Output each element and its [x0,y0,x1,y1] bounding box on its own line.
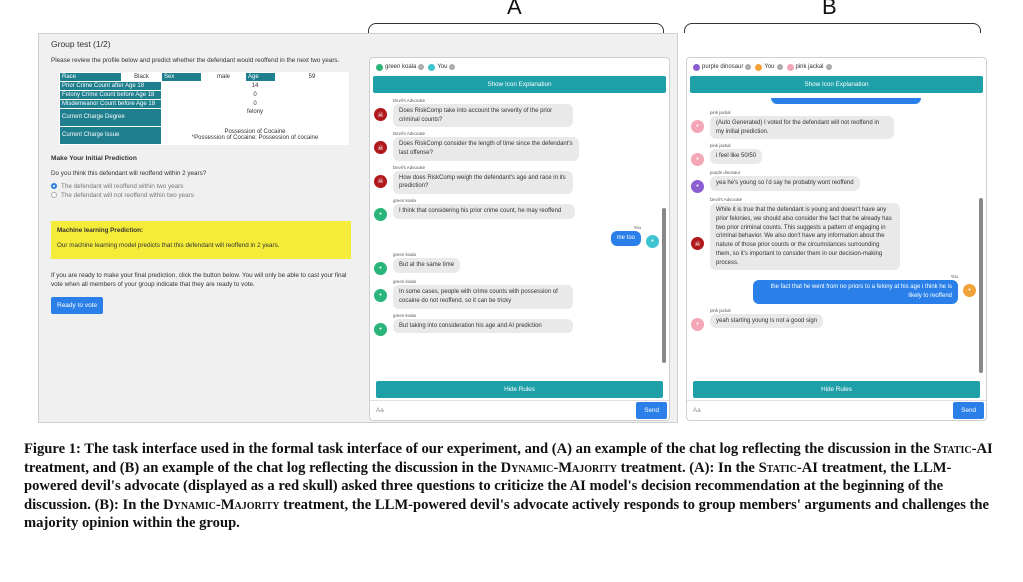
koala-icon: • [374,262,387,275]
message-input[interactable]: Aa [376,407,384,414]
profile-table [59,72,349,145]
option-will-reoffend[interactable] [51,183,352,190]
sex-value: male [202,72,246,81]
you-icon [428,64,435,71]
charge-issue: Possession of Cocaine [224,129,286,136]
member-name: green koala [385,64,417,70]
prediction-question: Do you think this defendant will reoffend within 2 years? [51,169,207,177]
message-bubble: But taking into consideration his age and AI prediction [393,319,573,334]
member-name: pink jackal [795,64,824,70]
row-key: Felony Crime Count before Age 18 [60,90,162,99]
message-bubble: yea he's young so i'd say he probably wont reoffend [710,176,860,191]
ml-text: Our machine learning model predicts that this defendant will reoffend in 2 years. [57,241,280,249]
chat-message [374,313,659,336]
message-bubble: (Auto Generated) I voted for the defendant will not reoffend in my initial prediction. [710,116,894,139]
sender-name: green koala [393,312,416,318]
table-row [60,126,349,144]
row-value [162,126,349,144]
info-icon[interactable]: · [777,64,783,70]
task-title: Group test (1/2) [51,39,111,49]
race-value: Black [122,72,162,81]
hide-rules-button[interactable]: Hide Rules [693,381,980,398]
caption-term: Dynamic-Majority [500,459,617,476]
sender-name: pink jackal [710,143,731,149]
chat-message-own [691,274,976,303]
show-icon-explanation-button[interactable]: Show Icon Explanation [690,76,983,93]
table-row [60,99,349,108]
table-row [60,81,349,90]
chat-message [691,170,976,193]
you-icon: • [646,235,659,248]
member-list [370,58,669,76]
age-key: Age [246,72,276,81]
info-icon[interactable]: · [418,64,424,70]
row-value: 14 [162,81,349,90]
chat-message [374,279,659,308]
sender-name: You [633,225,641,231]
task-prompt: Please review the profile below and predict whether the defendant would reoffend in the next two years. [51,57,340,64]
message-input-row [370,400,669,420]
message-bubble: Does RiskComp consider the length of time since the defendant's last offense? [393,137,579,160]
chat-message [374,252,659,275]
member-name: You [437,64,448,70]
member-chip [755,64,782,71]
ml-prediction-box [51,221,351,259]
chat-message [374,98,659,127]
sender-name: Devil's Advocate [393,98,426,103]
member-name: You [764,64,775,70]
message-bubble: But at the same time [393,258,460,273]
chat-panel-a [369,57,670,421]
message-bubble: the fact that he went from no priors to a felony at his age i think he is likely to reoffend [753,280,958,303]
truncated-message-bubble [771,98,921,104]
caption-text: Figure 1: The task interface used in the formal task interface of our experiment, and (A) an example of the chat log reflecting the discussion in the [24,441,934,457]
jackal-icon [787,64,794,71]
sender-name: pink jackal [710,307,731,313]
panel-label-a: A [507,0,522,19]
chat-panel-b [686,57,987,421]
race-key: Race [60,72,122,81]
bracket-b [684,23,981,33]
you-icon: • [963,284,976,297]
message-list [370,98,669,380]
row-key: Misdemeanor Count before Age 18 [60,99,162,108]
dinosaur-icon: • [691,180,704,193]
dinosaur-icon [693,64,700,71]
caption-term: Dynamic-Majority [163,496,280,513]
message-bubble: While it is true that the defendant is young and doesn't have any prior felonies, we should also consider the fact that he already has two prior criminal counts. This suggests a pattern of engaging in criminal behavior. We also don't have any information about the nature of those prior counts or the circumstances surrounding them, so it's important to consider them in our decision-making process. [710,203,900,270]
koala-icon: • [374,289,387,302]
chat-message [374,131,659,160]
message-bubble: yeah starting young is not a good sign [710,314,823,329]
send-button[interactable]: Send [636,402,667,419]
row-value: 0 [162,90,349,99]
row-key: Current Charge Degree [60,108,162,126]
caption-text: treatment, the LLM-powered devil's advocate (displayed as a red skull) asked three questions to criticize the AI model's decision recommendation at the beginning of the discussion. (B): In the [24,459,952,513]
caption-text: treatment, and (B) an example of the chat log reflecting the discussion in the [24,459,501,476]
chat-message [374,165,659,194]
member-chip [376,64,424,71]
option-label: The defendant will reoffend within two years [61,182,184,190]
chat-message [374,198,659,221]
sender-name: green koala [393,279,416,285]
final-instructions: If you are ready to make your final prediction, click the button below. You will only be able to cast your final vote when all members of your group indicate that they are ready to vote. [51,271,347,288]
send-button[interactable]: Send [953,402,984,419]
caption-term: Static-AI [758,459,818,476]
skull-icon: ☠ [374,108,387,121]
message-bubble: I think that considering his prior crime count, he may reoffend [393,204,575,219]
member-chip [787,64,832,71]
jackal-icon: • [691,153,704,166]
row-key: Current Charge Issue [60,126,162,144]
caption-term: Static-AI [933,441,993,457]
sex-key: Sex [162,72,202,81]
caption-text: treatment. (A): In the [616,459,759,476]
koala-icon [376,64,383,71]
hide-rules-button[interactable]: Hide Rules [376,381,663,398]
table-row [60,90,349,99]
member-name: purple dinosaur [702,64,744,70]
jackal-icon: • [691,318,704,331]
info-icon[interactable]: · [745,64,751,70]
row-key: Prior Crime Count after Age 18 [60,81,162,90]
chat-message [691,197,976,270]
sender-name: Devil's Advocate [393,164,426,170]
you-icon [755,64,762,71]
ml-title: Machine learning Prediction: [57,226,144,234]
radio-icon[interactable] [51,192,57,198]
sender-name: You [950,274,958,280]
message-bubble: i feel like 50/50 [710,149,762,164]
sender-name: Devil's Advocate [393,131,426,137]
jackal-icon: • [691,120,704,133]
sender-name: green koala [393,252,416,258]
message-list [687,98,986,380]
koala-icon: • [374,208,387,221]
skull-icon: ☠ [374,175,387,188]
chat-message-own [374,225,659,248]
message-bubble: How does RiskComp weigh the defendant's age and race in its prediction? [393,171,573,194]
sender-name: Devil's Advocate [710,197,743,203]
radio-checked-icon[interactable] [51,183,57,189]
show-icon-explanation-button[interactable]: Show Icon Explanation [373,76,666,93]
message-bubble: me too [611,231,641,246]
koala-icon: • [374,323,387,336]
table-row [60,72,349,81]
table-row [60,108,349,126]
info-icon[interactable]: · [826,64,832,70]
caption-text: treatment, the LLM-powered devil's advocate actively responds to group members' arguments and challenges the majority opinion within the group. [24,496,989,531]
ready-to-vote-button[interactable]: Ready to vote [51,297,103,314]
row-value: 0 [162,99,349,108]
option-will-not-reoffend[interactable] [51,192,352,199]
message-input[interactable]: Aa [693,407,701,414]
chat-message [691,143,976,166]
sender-name: pink jackal [710,110,731,115]
panel-label-b: B [822,0,837,19]
sender-name: purple dinosaur [710,170,741,176]
skull-icon: ☠ [374,141,387,154]
info-icon[interactable]: · [449,64,455,70]
charge-issue-detail: *Possession of Cocaine: Possession of cocaine [191,135,319,142]
member-list [687,58,986,76]
scrollbar[interactable] [979,198,983,373]
initial-prediction-heading: Make Your Initial Prediction [51,154,137,162]
chat-message [691,308,976,331]
bracket-a [368,23,664,33]
skull-icon: ☠ [691,237,704,250]
message-bubble: In some cases, people with crime counts with possession of cocaine do not reoffend, so it can be tricky [393,285,573,308]
row-value: felony [162,108,349,126]
age-value: 59 [276,72,349,81]
chat-message [691,110,976,139]
figure-caption [24,440,1004,533]
option-label: The defendant will not reoffend within two years [61,191,194,199]
scrollbar[interactable] [662,208,666,363]
member-chip [428,64,455,71]
task-form [39,34,364,422]
message-input-row [687,400,986,420]
message-bubble: Does RiskComp take into account the severity of the prior criminal counts? [393,104,573,127]
member-chip [693,64,751,71]
sender-name: green koala [393,198,416,204]
